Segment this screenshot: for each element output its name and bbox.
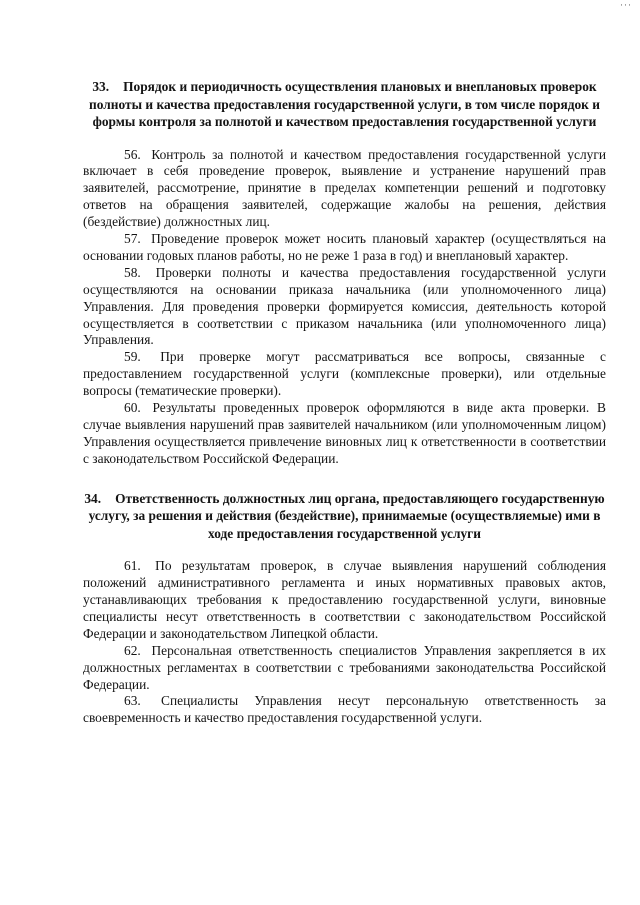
paragraph-59 (83, 349, 606, 400)
paragraph-number: 58. (124, 264, 141, 280)
section-title-text: Порядок и периодичность осуществления плановых и внеплановых проверок полноты и качества предоставления государственной услуги, в том числе порядок и формы контроля за полнотой и качеством предоставления государственной услуги (89, 79, 600, 129)
paragraph-56 (83, 147, 606, 232)
paragraph-text: Персональная ответственность специалистов Управления закрепляется в их должностных регламентах в соответствии с требованиями законодательства Российской Федерации. (83, 642, 606, 692)
paragraph-text: По результатам проверок, в случае выявления нарушений соблюдения положений административного регламента и иных нормативных правовых актов, устанавливающих требования к предоставлению государственной услуги, виновные специалисты несут ответственность в соответствии с законодательством Российской Федерации и законодательством Липецкой области. (83, 558, 606, 641)
paragraph-58 (83, 265, 606, 350)
paragraph-number: 57. (124, 231, 141, 247)
paragraph-number: 56. (124, 146, 141, 162)
paragraph-text: Контроль за полнотой и качеством предоставления государственной услуги включает в себя проведение проверок, выявление и устранение нарушений прав заявителей, рассмотрение, принятие в пределах компетенции решений и подготовку ответов на обращения заявителей, содержащие жалобы на решения, действия (бездействие) должностных лиц. (83, 146, 606, 230)
paragraph-number: 59. (124, 349, 141, 365)
paragraph-63 (83, 693, 606, 727)
section-title-text: Ответственность должностных лиц органа, предоставляющего государственную услугу, за решения и действия (бездействие), принимаемые (осуществляемые) ими в ходе предоставления государственной услуги (88, 490, 605, 541)
paragraph-62 (83, 643, 606, 694)
paragraph-text: Проверки полноты и качества предоставления государственной услуги осуществляются на основании приказа начальника (или уполномоченного лица) Управления. Для проведения проверки формируется комиссия, деятельность которой осуществляется в соответствии с приказом начальника (или уполномоченного лица) Управления. (83, 264, 606, 348)
paragraph-61 (83, 558, 606, 643)
section-title-33 (83, 78, 606, 131)
paragraph-number: 62. (124, 642, 141, 658)
paragraph-57 (83, 231, 606, 265)
paragraph-number: 61. (124, 558, 141, 574)
section-number: 34. (84, 490, 102, 506)
paragraph-text: Проведение проверок может носить плановый характер (осуществляться на основании годовых планов работы, но не реже 1 раза в год) и внеплановый характер. (83, 231, 606, 263)
paragraph-number: 60. (124, 400, 141, 416)
paragraph-text: Специалисты Управления несут персональную ответственность за своевременность и качество предоставления государственной услуги. (83, 693, 606, 726)
section-title-34 (83, 490, 606, 543)
paragraph-text: Результаты проведенных проверок оформляются в виде акта проверки. В случае выявления нарушений прав заявителей начальником (или уполномоченным лицом) Управления осуществляется привлечение виновных лиц к ответственности в соответствии с законодательством Российской Федерации. (83, 400, 606, 466)
paragraph-text: При проверке могут рассматриваться все вопросы, связанные с предоставлением государственной услуги (комплексные проверки), или отдельные вопросы (тематические проверки). (83, 349, 606, 399)
document-page (83, 78, 606, 727)
paragraph-60 (83, 400, 606, 468)
section-number: 33. (92, 79, 110, 94)
corner-mark: ··· (620, 0, 632, 10)
paragraph-number: 63. (124, 693, 141, 709)
